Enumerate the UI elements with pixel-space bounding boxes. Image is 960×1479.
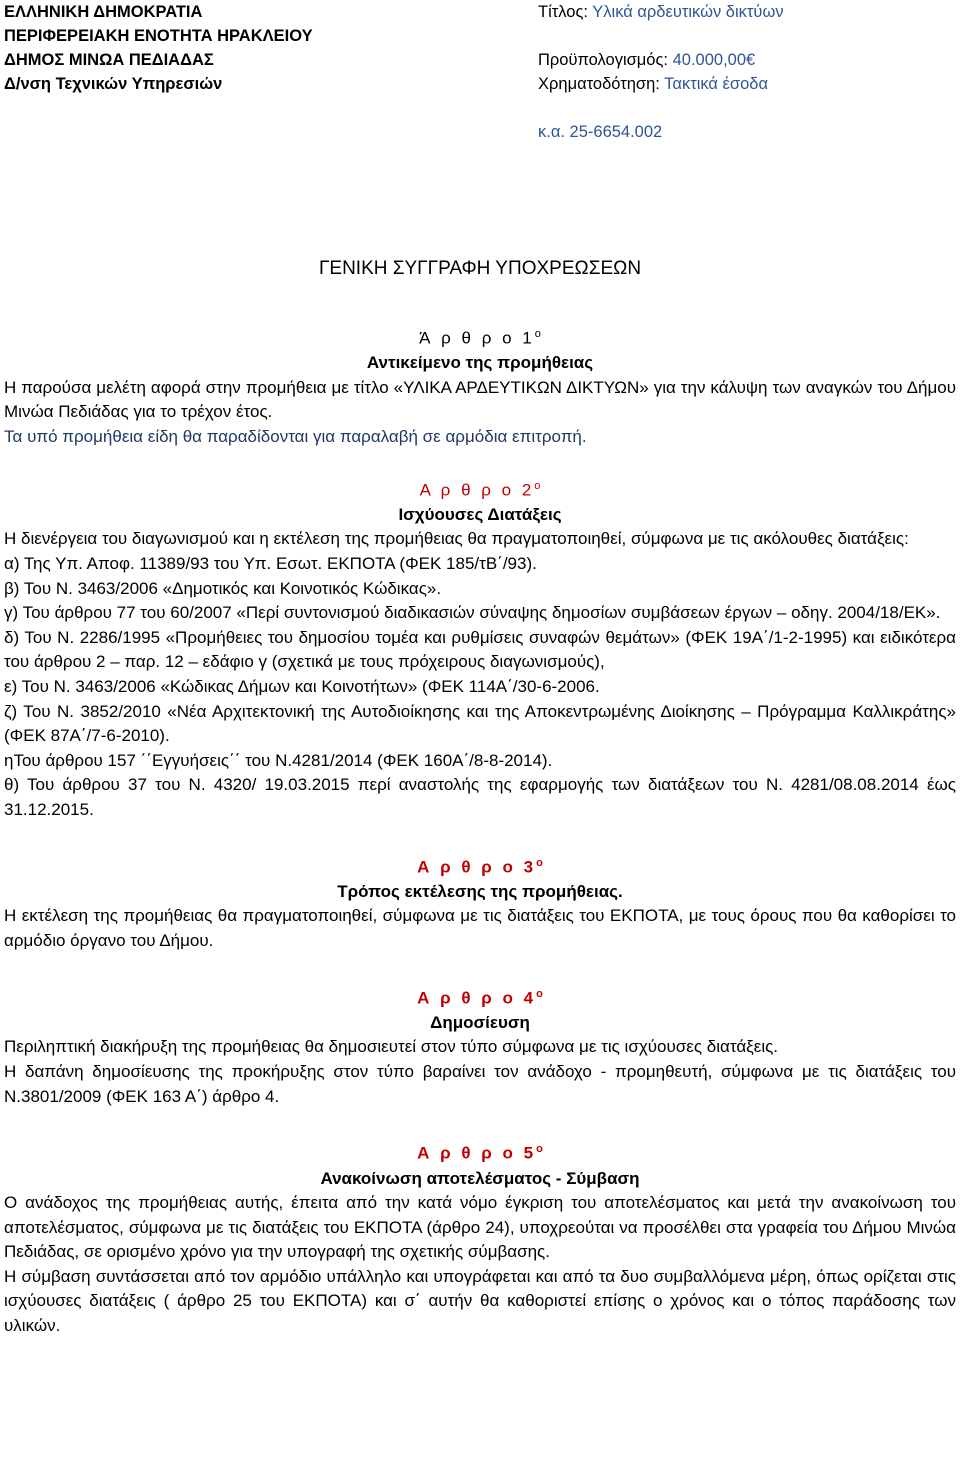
budget-value: 40.000,00€ bbox=[672, 51, 756, 69]
document-title: ΓΕΝΙΚΗ ΣΥΓΓΡΑΦΗ ΥΠΟΧΡΕΩΣΕΩΝ bbox=[318, 258, 642, 279]
article-1-heading: Ά ρ θ ρ ο $1^o$ bbox=[419, 328, 541, 348]
article-5-subtitle: Ανακοίνωση αποτελέσματος - Σύμβαση bbox=[320, 1168, 640, 1188]
provision-item: β) Του Ν. 3463/2006 «Δημοτικός και Κοινοτικός Κώδικας». bbox=[4, 578, 442, 598]
article-2-heading: Α ρ θ ρ ο $2^o$ bbox=[419, 479, 541, 500]
issuer-line-republic: ΕΛΛΗΝΙΚΗ ΔΗΜΟΚΡΑΤΙΑ bbox=[4, 3, 203, 21]
issuer-line-municipality: ΔΗΜΟΣ ΜΙΝΩΑ ΠΕΔΙΑΔΑΣ bbox=[4, 51, 214, 69]
provision-item: ηΤου άρθρου 157 ΄΄Εγγυήσεις΄΄ του Ν.4281/2014 (ΦΕΚ 160Α΄/8-8-2014). bbox=[4, 750, 553, 770]
provision-item: α) Της Υπ. Αποφ. 11389/93 του Υπ. Εσωτ. ΕΚΠΟΤΑ (ΦΕΚ 185/τΒ΄/93). bbox=[4, 554, 537, 574]
provision-item: ζ) Του Ν. 3852/2010 «Νέα Αρχιτεκτονική της Αυτοδιοίκησης και της Αποκεντρωμένης Διοίκησης – Πρόγραμμα Καλλικράτης» (ΦΕΚ 87Α΄/7-6-2010). bbox=[4, 701, 956, 746]
article-4-paragraph: Η δαπάνη δημοσίευσης της προκήρυξης στον τύπο βαραίνει τον ανάδοχο - προμηθευτή, σύμφωνα με τις διατάξεις του Ν.3801/2009 (ΦΕΚ 163 Α΄) άρθρο 4. bbox=[4, 1062, 956, 1106]
article-5-paragraph: Ο ανάδοχος της προμήθειας αυτής, έπειτα από την κατά νόμο έγκριση του αποτελέσματος και μετά την ανακοίνωση του αποτελέσματος, σύμφωνα με τις διατάξεις του ΕΚΠΟΤΑ (άρθρο 24), υποχρεούται να προσέλθει στα γραφεία του Δήμου Μινώα Πεδιάδας, σε ορισμένο χρόνο για την υπογραφή της σχετικής σύμβασης. bbox=[4, 1193, 956, 1262]
issuer-line-directorate: Δ/νση Τεχνικών Υπηρεσιών bbox=[4, 75, 223, 93]
article-4 bbox=[4, 982, 956, 1110]
project-info-block bbox=[538, 0, 784, 144]
article-3 bbox=[4, 851, 956, 954]
funding-value: Τακτικά έσοδα bbox=[664, 75, 768, 93]
provision-item: θ) Του άρθρου 37 του Ν. 4320/ 19.03.2015 περί αναστολής της εφαρμογής των διατάξεων του Ν. 4281/08.08.2014 έως 31.12.2015. bbox=[4, 775, 956, 819]
article-1-subtitle: Αντικείμενο της προμήθειας bbox=[366, 353, 594, 373]
document-body bbox=[4, 322, 956, 1339]
budget-label: Προϋπολογισμός: bbox=[538, 51, 669, 69]
article-5 bbox=[4, 1137, 956, 1338]
issuer-line-region: ΠΕΡΙΦΕΡΕΙΑΚΗ ΕΝΟΤΗΤΑ ΗΡΑΚΛΕΙΟΥ bbox=[4, 27, 313, 45]
issuer-block bbox=[4, 0, 313, 96]
article-3-heading: Α ρ θ ρ ο $3^o$ bbox=[417, 856, 543, 877]
article-2-subtitle: Ισχύουσες Διατάξεις bbox=[398, 504, 562, 524]
funding-line bbox=[538, 72, 784, 96]
article-5-paragraph: Η σύμβαση συντάσσεται από τον αρμόδιο υπάλληλο και υπογράφεται και από τα δυο συμβαλλόμενα μέρη, όπως ορίζεται στις ισχύουσες διατάξεις ( άρθρο 25 του ΕΚΠΟΤΑ) και σ΄ αυτήν θα καθοριστεί επίσης ο χρόνος και ο τόπος παράδοσης των υλικών. bbox=[4, 1266, 956, 1336]
article-1-paragraph: Η παρούσα μελέτη αφορά στην προμήθεια με τίτλο «ΥΛΙΚΑ ΑΡΔΕΥΤΙΚΩΝ ΔΙΚΤΥΩΝ» για την κάλυψη των αναγκών του Δήμου Μινώα Πεδιάδας για το τρέχον έτος. bbox=[4, 377, 956, 422]
project-title-label: Τίτλος: bbox=[538, 3, 588, 21]
article-1-paragraph: Τα υπό προμήθεια είδη θα παραδίδονται για παραλαβή σε αρμόδια επιτροπή. bbox=[4, 427, 587, 447]
article-4-subtitle: Δημοσίευση bbox=[430, 1012, 530, 1032]
article-3-paragraph: Η εκτέλεση της προμήθειας θα πραγματοποιηθεί, σύμφωνα με τις διατάξεις του ΕΚΠΟΤΑ, με τους όρους που θα καθορίσει το αρμόδιο όργανο του Δήμου. bbox=[4, 906, 956, 951]
project-title-line bbox=[538, 0, 784, 24]
article-4-heading: Α ρ θ ρ ο $4^o$ bbox=[417, 987, 543, 1008]
funding-label: Χρηματοδότηση: bbox=[538, 75, 660, 93]
budget-code: κ.α. 25-6654.002 bbox=[538, 123, 663, 141]
provision-item: γ) Του άρθρου 77 του 60/2007 «Περί συντονισμού διαδικασιών σύναψης δημοσίων συμβάσεων έργων – οδηγ. 2004/18/ΕΚ». bbox=[4, 603, 941, 623]
article-2 bbox=[4, 474, 956, 823]
provision-item: δ) Του Ν. 2286/1995 «Προμήθειες του δημοσίου τομέα και ρυθμίσεις συναφών θεμάτων» (ΦΕΚ 19Α΄/1-2-1995) και ειδικότερα του άρθρου 2 – παρ. 12 – εδάφιο γ (σχετικά με τους πρόχειρους διαγωνισμούς), bbox=[4, 627, 956, 672]
project-title-value: Υλικά αρδευτικών δικτύων bbox=[592, 3, 784, 21]
article-2-intro: Η διενέργεια του διαγωνισμού και η εκτέλεση της προμήθειας θα πραγματοποιηθεί, σύμφωνα με τις ακόλουθες διατάξεις: bbox=[4, 529, 909, 549]
article-5-heading: Α ρ θ ρ ο $5^o$ bbox=[417, 1143, 543, 1163]
article-4-paragraph: Περιληπτική διακήρυξη της προμήθειας θα δημοσιευτεί στον τύπο σύμφωνα με τις ισχύουσες διατάξεις. bbox=[4, 1037, 779, 1057]
article-1 bbox=[4, 322, 956, 450]
provision-item: ε) Του Ν. 3463/2006 «Κώδικας Δήμων και Κοινοτήτων» (ΦΕΚ 114Α΄/30-6-2006. bbox=[4, 677, 600, 697]
budget-line bbox=[538, 48, 784, 72]
article-3-subtitle: Τρόπος εκτέλεσης της προμήθειας. bbox=[337, 881, 623, 901]
